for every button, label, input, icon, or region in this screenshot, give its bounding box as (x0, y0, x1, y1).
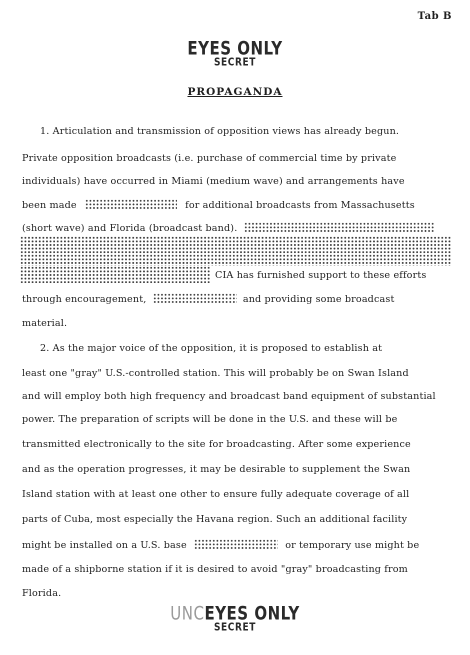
paragraph-2-line-10: made of a shipborne station if it is desired to avoid "gray" broadcasting from (22, 564, 408, 575)
paragraph-1-line-8: material. (22, 318, 68, 329)
stamp-sub-text: SECRET (213, 57, 257, 69)
stamp-sub-text: SECRET (213, 622, 257, 634)
line-text: through encouragement, (22, 294, 147, 305)
eyes-only-stamp-top (0, 38, 470, 68)
redacted-text (244, 222, 434, 233)
redacted-block (20, 236, 452, 266)
line-text: for additional broadcasts from Massachusetts (185, 200, 415, 211)
paragraph-2-line-6: and as the operation progresses, it may be desirable to supplement the Swan (22, 464, 411, 475)
document-title (0, 86, 470, 98)
title-text: PROPAGANDA (187, 86, 283, 98)
redacted-text (194, 539, 278, 550)
paragraph-2-line-11: Florida. (22, 588, 62, 599)
redacted-text (85, 199, 177, 210)
paragraph-1-line-3: individuals) have occurred in Miami (medium wave) and arrangements have (22, 176, 405, 187)
stamp-main-text: EYES ONLY (187, 36, 283, 60)
eyes-only-stamp-bottom (0, 603, 470, 633)
stamp-main (170, 602, 299, 625)
paragraph-1-line-1: 1. Articulation and transmission of opposition views has already begun. (40, 126, 400, 137)
line-text: or temporary use might be (285, 540, 420, 551)
paragraph-2-line-3: and will employ both high frequency and broadcast band equipment of substantial (22, 391, 436, 402)
redacted-text (153, 293, 237, 304)
paragraph-2-line-2: least one "gray" U.S.-controlled station. This will probably be on Swan Island (22, 368, 409, 379)
line-text: been made (22, 200, 77, 211)
paragraph-1-line-6: CIA has furnished support to these efforts (215, 270, 427, 281)
paragraph-1-line-2: Private opposition broadcasts (i.e. purchase of commercial time by private (22, 153, 397, 164)
stamp-main-text: EYES ONLY (204, 601, 300, 625)
paragraph-1-line-4 (22, 199, 415, 211)
redacted-block (20, 266, 210, 283)
line-text: and providing some broadcast (242, 294, 395, 305)
paragraph-2-line-4: power. The preparation of scripts will be done in the U.S. and these will be (22, 414, 398, 425)
paragraph-2-line-7: Island station with at least one other to ensure fully adequate coverage of all (22, 489, 410, 500)
paragraph-1-line-5 (22, 222, 434, 234)
paragraph-2-line-1: 2. As the major voice of the opposition, it is proposed to establish at (40, 343, 383, 354)
paragraph-2-line-9 (22, 539, 419, 551)
tab-label: Tab B (417, 11, 452, 22)
line-text: might be installed on a U.S. base (22, 540, 187, 551)
paragraph-2-line-8: parts of Cuba, most especially the Havana region. Such an additional facility (22, 514, 408, 525)
paragraph-2-line-5: transmitted electronically to the site for broadcasting. After some experience (22, 439, 411, 450)
paragraph-1-line-7 (22, 293, 394, 305)
stamp-ghost-text: UNC (170, 601, 205, 625)
line-text: (short wave) and Florida (broadcast band). (22, 223, 238, 234)
